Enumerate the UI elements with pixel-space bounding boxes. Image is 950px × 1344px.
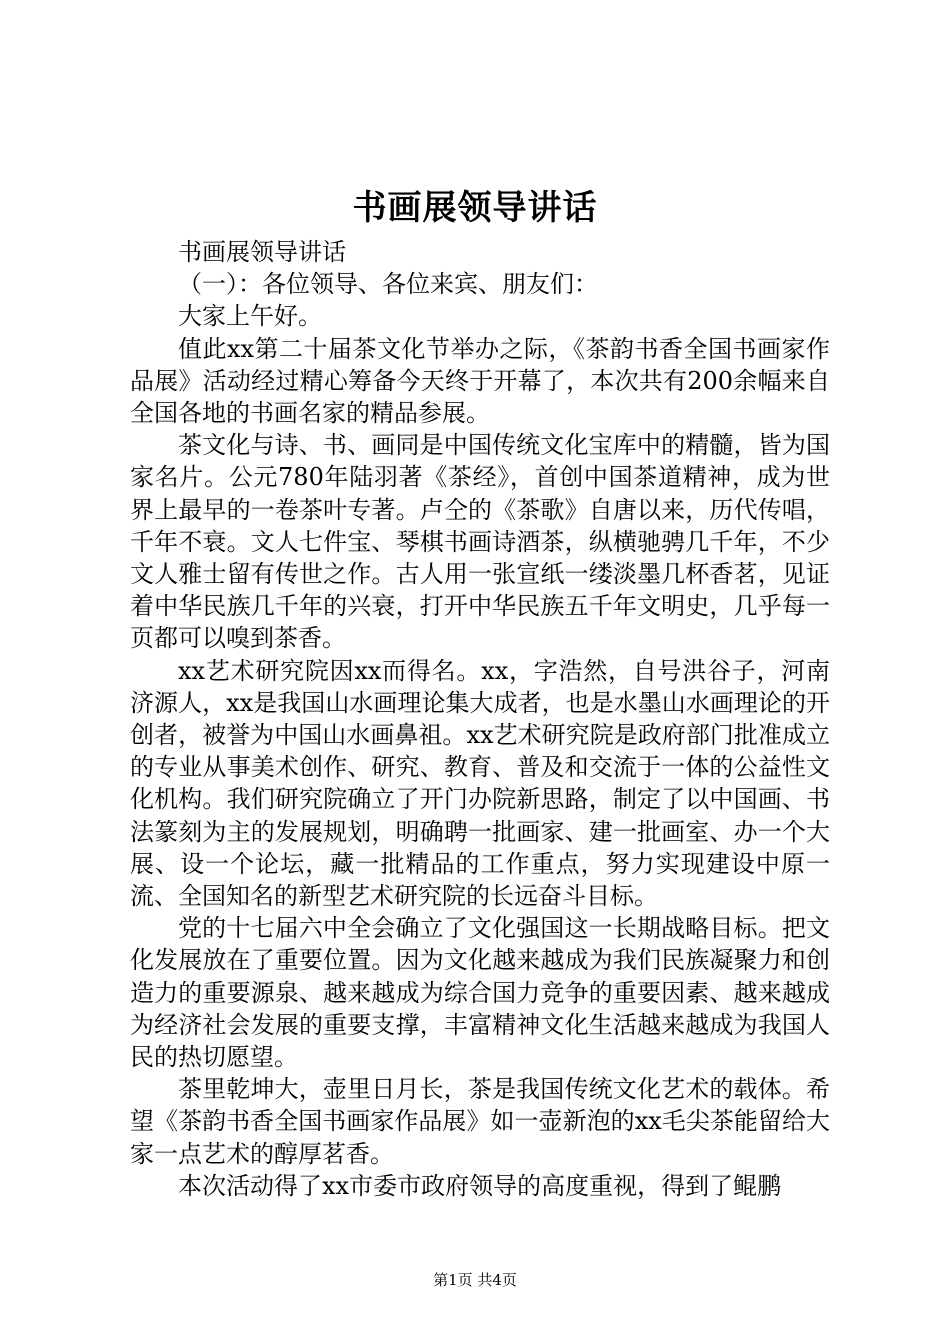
- page-footer: 第1页 共4页: [433, 1271, 517, 1289]
- document-body: [130, 236, 830, 1202]
- paragraph: 值此xx第二十届茶文化节举办之际，《茶韵书香全国书画家作品展》活动经过精心筹备今天终于开幕了，本次共有200余幅来自全国各地的书画名家的精品参展。: [130, 334, 830, 428]
- paragraph: 党的十七届六中全会确立了文化强国这一长期战略目标。把文化发展放在了重要位置。因为文化越来越成为我们民族凝聚力和创造力的重要源泉、越来越成为综合国力竞争的重要因素、越来越成为经济社会发展的重要支撑，丰富精神文化生活越来越成为我国人民的热切愿望。: [130, 914, 830, 1072]
- paragraph: 大家上午好。: [178, 302, 322, 331]
- paragraph: （一）：各位领导、各位来宾、朋友们：: [178, 270, 598, 299]
- document-title: 书画展领导讲话: [352, 188, 598, 228]
- paragraph: 书画展领导讲话: [178, 238, 346, 266]
- paragraph: xx艺术研究院因xx而得名。xx，字浩然，自号洪谷子，河南济源人，xx是我国山水画理论集大成者，也是水墨山水画理论的开创者，被誉为中国山水画鼻祖。xx艺术研究院是政府部门批准成立的专业从事美术创作、研究、教育、普及和交流于一体的公益性文化机构。我们研究院确立了开门办院新思路，制定了以中国画、书法篆刻为主的发展规划，明确聘一批画家、建一批画室、办一个大展、设一个论坛，藏一批精品的工作重点，努力实现建设中原一流、全国知名的新型艺术研究院的长远奋斗目标。: [130, 656, 830, 911]
- paragraph: 本次活动得了xx市委市政府领导的高度重视，得到了鲲鹏: [178, 1171, 782, 1200]
- paragraph: 茶里乾坤大，壶里日月长，茶是我国传统文化艺术的载体。希望《茶韵书香全国书画家作品展》如一壶新泡的xx毛尖茶能留给大家一点艺术的醇厚茗香。: [130, 1075, 830, 1168]
- paragraph: 茶文化与诗、书、画同是中国传统文化宝库中的精髓，皆为国家名片。公元780年陆羽著《茶经》，首创中国茶道精神，成为世界上最早的一卷茶叶专著。卢仝的《茶歌》自唐以来，历代传唱，千年不衰。文人七件宝、琴棋书画诗酒茶，纵横驰骋几千年，不少文人雅士留有传世之作。古人用一张宣纸一缕淡墨几杯香茗，见证着中华民族几千年的兴衰，打开中华民族五千年文明史，几乎每一页都可以嗅到茶香。: [130, 431, 830, 653]
